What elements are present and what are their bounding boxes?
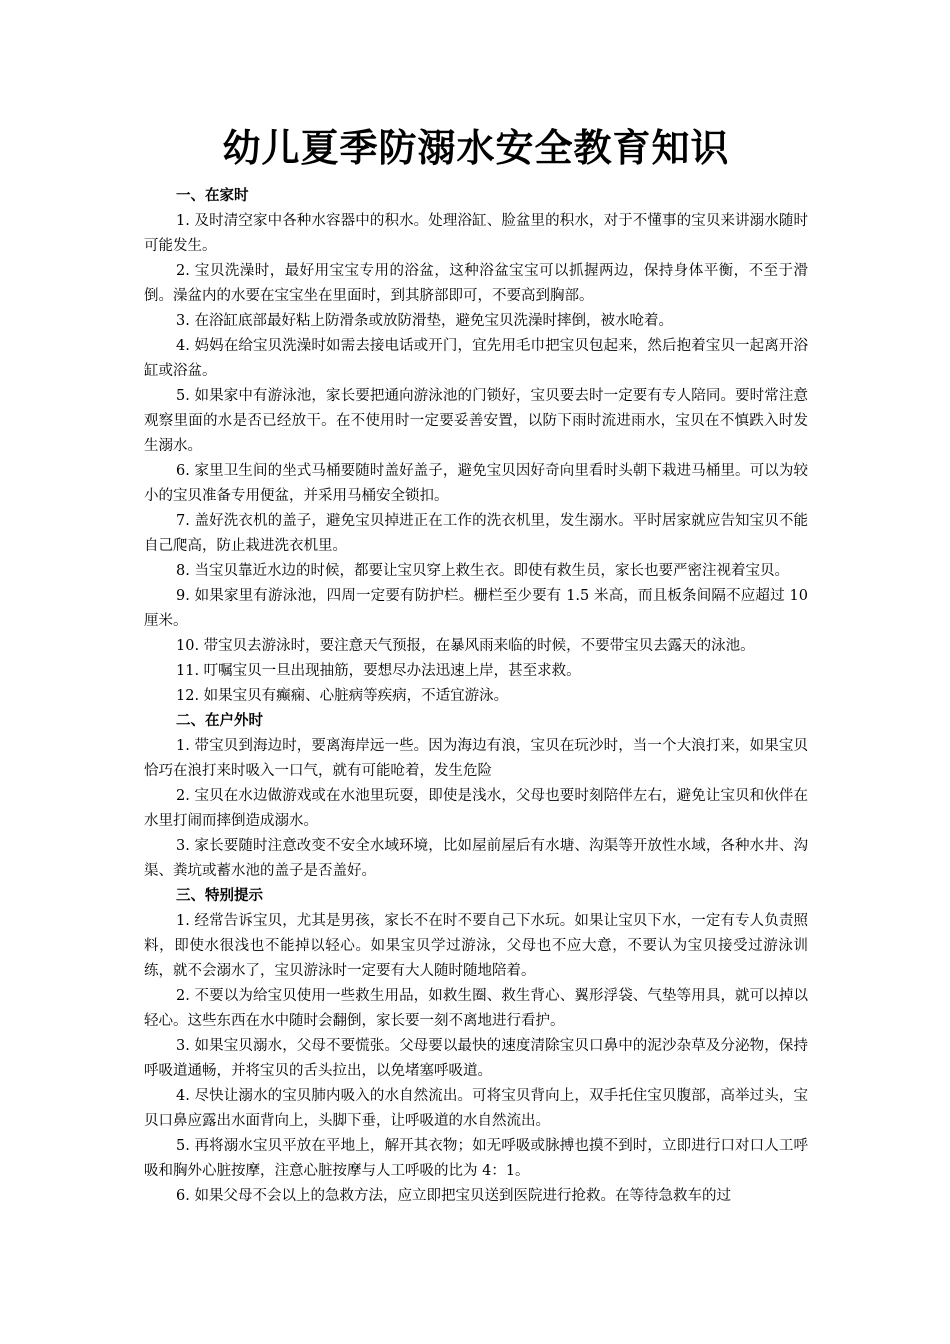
section-at-home [144, 184, 808, 709]
paragraph: 11. 叮嘱宝贝一旦出现抽筋，要想尽办法迅速上岸，甚至求救。 [176, 663, 581, 679]
paragraph: 2. 不要以为给宝贝使用一些救生用品，如救生圈、救生背心、翼形浮袋、气垫等用具，就可以掉以轻心。这些东西在水中随时会翻倒，家长要一刻不离地进行看护。 [144, 988, 808, 1029]
paragraph: 1. 及时清空家中各种水容器中的积水。处理浴缸、脸盆里的积水，对于不懂事的宝贝来讲溺水随时可能发生。 [144, 213, 808, 254]
paragraph: 2. 宝贝在水边做游戏或在水池里玩耍，即使是浅水，父母也要时刻陪伴左右，避免让宝贝和伙伴在水里打闹而摔倒造成溺水。 [144, 788, 808, 829]
paragraph: 3. 如果宝贝溺水，父母不要慌张。父母要以最快的速度清除宝贝口鼻中的泥沙杂草及分泌物，保持呼吸道通畅，并将宝贝的舌头拉出，以免堵塞呼吸道。 [144, 1038, 808, 1079]
paragraph: 6. 如果父母不会以上的急救方法，应立即把宝贝送到医院进行抢救。在等待急救车的过 [176, 1188, 731, 1204]
paragraph: 5. 再将溺水宝贝平放在平地上，解开其衣物；如无呼吸或脉搏也摸不到时，立即进行口对口人工呼吸和胸外心脏按摩，注意心脏按摩与人工呼吸的比为 4：1。 [144, 1138, 808, 1179]
paragraph: 1. 带宝贝到海边时，要离海岸远一些。因为海边有浪，宝贝在玩沙时，当一个大浪打来，如果宝贝恰巧在浪打来时吸入一口气，就有可能呛着，发生危险 [144, 738, 808, 779]
paragraph: 3. 家长要随时注意改变不安全水域环境，比如屋前屋后有水塘、沟渠等开放性水域，各种水井、沟渠、粪坑或蓄水池的盖子是否盖好。 [144, 838, 808, 879]
paragraph: 7. 盖好洗衣机的盖子，避免宝贝掉进正在工作的洗衣机里，发生溺水。平时居家就应告知宝贝不能自己爬高，防止栽进洗衣机里。 [144, 513, 808, 554]
paragraph: 4. 尽快让溺水的宝贝肺内吸入的水自然流出。可将宝贝背向上，双手托住宝贝腹部，高举过头，宝贝口鼻应露出水面背向上，头脚下垂，让呼吸道的水自然流出。 [144, 1088, 808, 1129]
paragraph: 8. 当宝贝靠近水边的时候，都要让宝贝穿上救生衣。即使有救生员，家长也要严密注视着宝贝。 [176, 563, 789, 579]
section-outdoors [144, 709, 808, 884]
paragraph: 12. 如果宝贝有癫痫、心脏病等疾病，不适宜游泳。 [176, 688, 509, 704]
document-title: 幼儿夏季防溺水安全教育知识 [222, 125, 730, 170]
paragraph: 10. 带宝贝去游泳时，要注意天气预报，在暴风雨来临的时候，不要带宝贝去露天的泳池。 [176, 638, 755, 654]
paragraph: 6. 家里卫生间的坐式马桶要随时盖好盖子，避免宝贝因好奇向里看时头朝下栽进马桶里。可以为较小的宝贝准备专用便盆，并采用马桶安全锁扣。 [144, 463, 808, 504]
section-heading: 二、在户外时 [176, 713, 263, 729]
section-heading: 三、特别提示 [176, 888, 263, 904]
paragraph: 1. 经常告诉宝贝，尤其是男孩，家长不在时不要自己下水玩。如果让宝贝下水，一定有专人负责照料，即使水很浅也不能掉以轻心。如果宝贝学过游泳，父母也不应大意，不要认为宝贝接受过游泳训练，就不会溺水了，宝贝游泳时一定要有大人随时随地陪着。 [144, 913, 808, 979]
paragraph: 4. 妈妈在给宝贝洗澡时如需去接电话或开门，宜先用毛巾把宝贝包起来，然后抱着宝贝一起离开浴缸或浴盆。 [144, 338, 808, 379]
section-special-tips [144, 884, 808, 1209]
paragraph: 3. 在浴缸底部最好粘上防滑条或放防滑垫，避免宝贝洗澡时摔倒，被水呛着。 [176, 313, 673, 329]
section-heading: 一、在家时 [176, 188, 249, 204]
paragraph: 2. 宝贝洗澡时，最好用宝宝专用的浴盆，这种浴盆宝宝可以抓握两边，保持身体平衡，不至于滑倒。澡盆内的水要在宝宝坐在里面时，到其脐部即可，不要高到胸部。 [144, 263, 808, 304]
paragraph: 9. 如果家里有游泳池，四周一定要有防护栏。栅栏至少要有 1.5 米高，而且板条间隔不应超过 10 厘米。 [144, 588, 808, 629]
paragraph: 5. 如果家中有游泳池，家长要把通向游泳池的门锁好，宝贝要去时一定要有专人陪同。要时常注意观察里面的水是否已经放干。在不使用时一定要妥善安置，以防下雨时流进雨水，宝贝在不慎跌入时发生溺水。 [144, 388, 808, 454]
